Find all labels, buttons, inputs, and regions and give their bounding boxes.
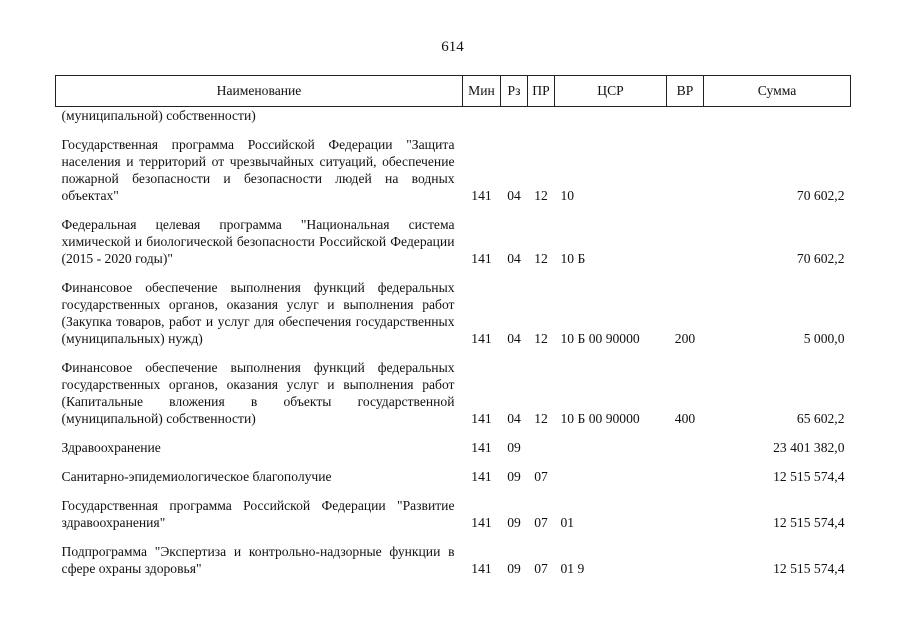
column-header-csr: ЦСР [555, 76, 667, 107]
row-name: Государственная программа Российской Федерации "Защита населения и территорий от чрезвычайных ситуаций, обеспечение пожарной безопасности и безопасности людей на водных объектах" [61, 137, 455, 203]
row-min: 141 [471, 251, 492, 266]
row-name: Государственная программа Российской Федерации "Развитие здравоохранения" [61, 498, 455, 530]
row-rz: 04 [507, 251, 521, 266]
table-row [56, 279, 851, 347]
row-sum: 70 602,2 [796, 251, 845, 266]
column-header-vr: ВР [667, 76, 704, 107]
row-min: 141 [471, 561, 492, 576]
row-min: 141 [471, 440, 492, 455]
row-name: Федеральная целевая программа "Национальная система химической и биологической безопасности Российской Федерации (2015 - 2020 годы)" [61, 217, 455, 266]
row-rz: 09 [507, 515, 521, 530]
row-min: 141 [471, 469, 492, 484]
row-csr: 10 Б [560, 251, 586, 266]
column-header-pr: ПР [528, 76, 555, 107]
row-vr [667, 216, 704, 267]
row-name: Финансовое обеспечение выполнения функций федеральных государственных органов, оказания услуг и выполнения работ (Капитальные вложения в объекты государственной (муниципальной) собственности) [61, 360, 455, 426]
budget-table [55, 75, 851, 577]
row-csr: 01 9 [560, 561, 585, 576]
row-name: (муниципальной) собственности) [61, 108, 256, 123]
row-min: 141 [471, 188, 492, 203]
row-min: 141 [471, 411, 492, 426]
row-pr: 07 [534, 515, 548, 530]
row-vr [667, 439, 704, 456]
row-sum: 23 401 382,0 [773, 440, 845, 455]
row-pr: 12 [534, 331, 548, 346]
row-name: Подпрограмма "Экспертиза и контрольно-надзорные функции в сфере охраны здоровья" [61, 544, 455, 576]
row-sum: 65 602,2 [796, 411, 845, 426]
row-rz [501, 107, 528, 125]
row-sum: 5 000,0 [803, 331, 845, 346]
column-header-name: Наименование [56, 76, 463, 107]
table-row [56, 107, 851, 125]
row-pr: 12 [534, 188, 548, 203]
row-pr: 12 [534, 251, 548, 266]
row-rz: 04 [507, 411, 521, 426]
row-vr [667, 543, 704, 577]
column-header-min: Мин [463, 76, 501, 107]
row-pr: 07 [534, 561, 548, 576]
row-min [463, 107, 501, 125]
row-sum: 70 602,2 [796, 188, 845, 203]
row-rz: 09 [507, 561, 521, 576]
page-number: 614 [441, 39, 464, 55]
table-header-row [56, 76, 851, 107]
row-csr: 10 Б 00 90000 [560, 331, 640, 346]
row-name: Финансовое обеспечение выполнения функций федеральных государственных органов, оказания услуг и выполнения работ (Закупка товаров, работ и услуг для обеспечения государственных (муниципальных) нужд) [61, 280, 455, 346]
row-pr: 07 [534, 469, 548, 484]
row-rz: 09 [507, 440, 521, 455]
row-pr [528, 107, 555, 125]
column-header-sum: Сумма [704, 76, 851, 107]
row-pr [528, 439, 555, 456]
column-header-rz: Рз [501, 76, 528, 107]
row-sum: 12 515 574,4 [773, 469, 845, 484]
row-pr: 12 [534, 411, 548, 426]
row-csr: 01 [560, 515, 575, 530]
row-vr [667, 136, 704, 204]
row-sum: 12 515 574,4 [773, 515, 845, 530]
row-sum: 12 515 574,4 [773, 561, 845, 576]
row-vr [667, 497, 704, 531]
row-csr [555, 439, 667, 456]
row-vr [667, 107, 704, 125]
row-csr: 10 [560, 188, 575, 203]
table-row [56, 216, 851, 267]
table-row [56, 136, 851, 204]
table-row [56, 497, 851, 531]
row-vr: 200 [674, 331, 696, 346]
row-name: Санитарно-эпидемиологическое благополучие [61, 469, 332, 484]
row-rz: 09 [507, 469, 521, 484]
table-row [56, 543, 851, 577]
row-sum [704, 107, 851, 125]
row-csr [555, 468, 667, 485]
row-name: Здравоохранение [61, 440, 161, 455]
row-rz: 04 [507, 331, 521, 346]
table-row [56, 439, 851, 456]
table-row [56, 468, 851, 485]
row-min: 141 [471, 515, 492, 530]
row-vr [667, 468, 704, 485]
table-row [56, 359, 851, 427]
row-vr: 400 [674, 411, 696, 426]
row-csr [555, 107, 667, 125]
row-csr: 10 Б 00 90000 [560, 411, 640, 426]
row-rz: 04 [507, 188, 521, 203]
row-min: 141 [471, 331, 492, 346]
